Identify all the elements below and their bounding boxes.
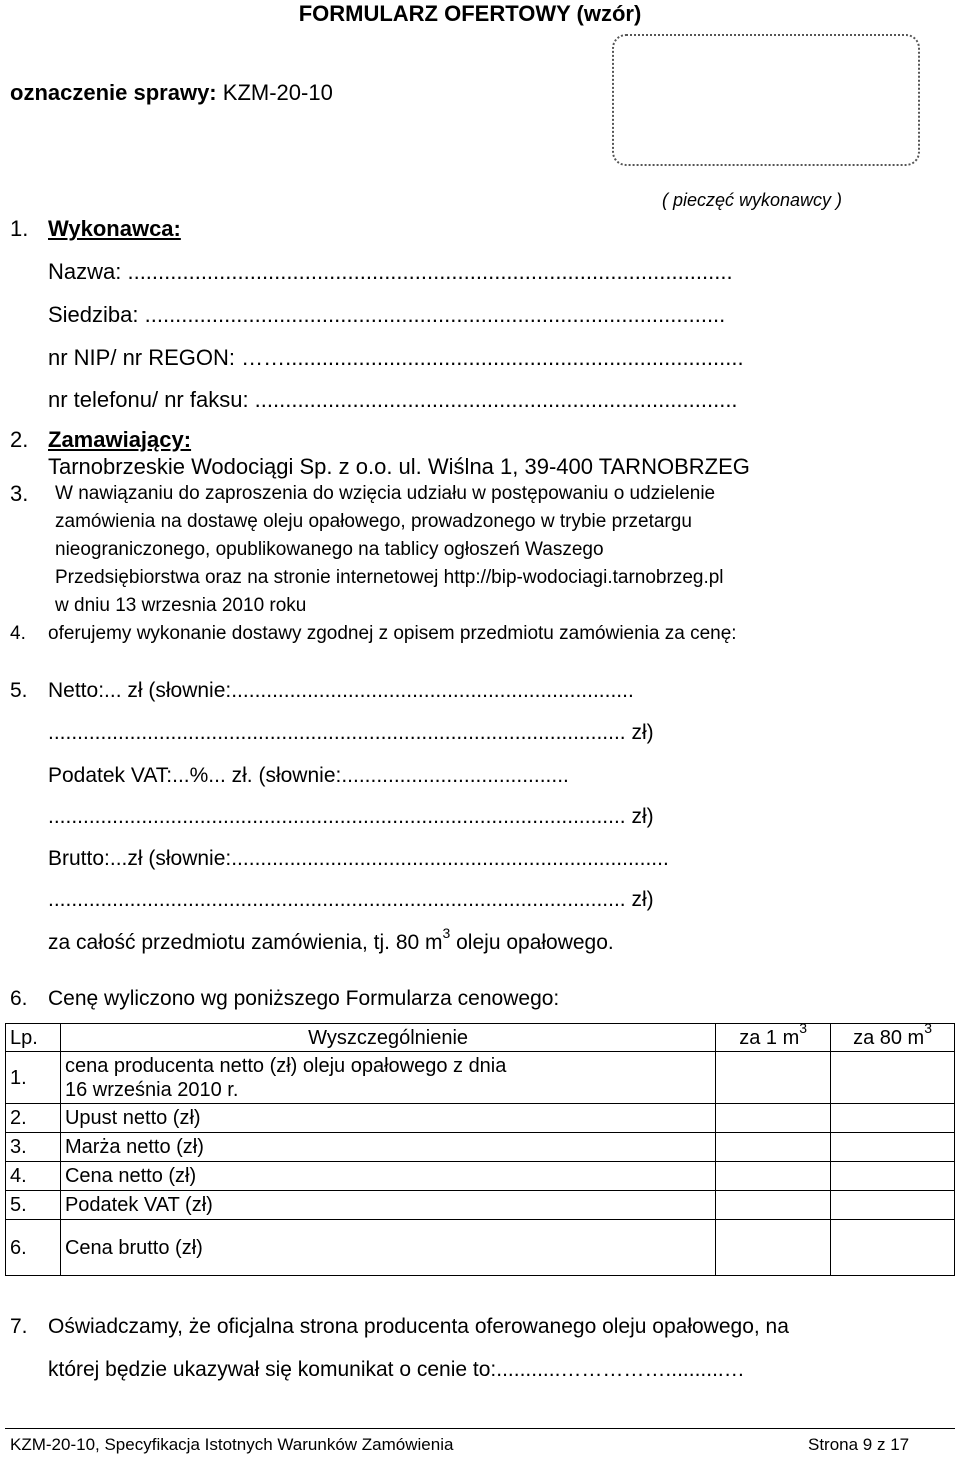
section3-line: W nawiązaniu do zaproszenia do wzięcia udziału w postępowaniu o udzielenie (55, 483, 716, 504)
table-header-row (6, 1024, 955, 1052)
footer-left: KZM-20-10, Specyfikacja Istotnych Warunków Zamówienia (10, 1435, 454, 1454)
section6-number: 6. (10, 987, 28, 1010)
brutto-continuation: ................................................................................................... zł) (48, 888, 654, 911)
row-value-1m3 (716, 1052, 831, 1104)
table-row (6, 1133, 955, 1162)
contractor-name-line: Nazwa: ................................................................................................... (48, 259, 733, 284)
total-suffix: oleju opałowego. (450, 931, 614, 954)
table-row (6, 1191, 955, 1220)
footer-divider (5, 1428, 955, 1429)
netto-line: Netto:... zł (słownie:..................................................................... (48, 679, 634, 702)
section5-number: 5. (10, 679, 28, 702)
page-title: FORMULARZ OFERTOWY (wzór) (298, 1, 642, 26)
netto-continuation: ................................................................................................... zł) (48, 721, 654, 744)
row-description: Cena brutto (zł) (60, 1220, 715, 1276)
total-prefix: za całość przedmiotu zamówienia, tj. 80 m (48, 931, 443, 954)
row-lp: 3. (6, 1133, 61, 1162)
table-row (6, 1104, 955, 1133)
case-label: oznaczenie sprawy: (10, 80, 217, 105)
row-value-80m3 (831, 1133, 955, 1162)
contractor-phone-line: nr telefonu/ nr faksu: ............................................................................... (48, 387, 738, 412)
contractor-number: 1. (10, 216, 29, 241)
section4-number: 4. (10, 623, 26, 644)
row-value-80m3 (831, 1191, 955, 1220)
row-value-80m3 (831, 1052, 955, 1104)
row-description: cena producenta netto (zł) oleju opałowego z dnia 16 września 2010 r. (60, 1052, 715, 1104)
section3-line: nieograniczonego, opublikowanego na tablicy ogłoszeń Waszego (55, 539, 604, 560)
section3-line: w dniu 13 wrzesnia 2010 roku (55, 595, 307, 616)
table-row (6, 1220, 955, 1276)
row-description: Cena netto (zł) (60, 1162, 715, 1191)
contractor-nip-line: nr NIP/ nr REGON: ……........................................................................... (48, 345, 744, 370)
case-number: KZM-20-10 (222, 80, 333, 105)
section3-line: zamówienia na dostawę oleju opałowego, prowadzonego w trybie przetargu (55, 511, 692, 532)
contractor-heading: Wykonawca: (48, 216, 181, 241)
row-description: Upust netto (zł) (60, 1104, 715, 1133)
row-lp: 2. (6, 1104, 61, 1133)
header-lp: Lp. (6, 1024, 61, 1052)
row-value-1m3 (716, 1191, 831, 1220)
stamp-caption: ( pieczęć wykonawcy ) (662, 190, 843, 210)
section6-text: Cenę wyliczono wg poniższego Formularza cenowego: (48, 987, 560, 1010)
header-description: Wyszczególnienie (60, 1024, 715, 1052)
section3-number: 3. (10, 481, 29, 506)
row-lp: 6. (6, 1220, 61, 1276)
footer-page-number: Strona 9 z 17 (808, 1435, 910, 1454)
row-value-1m3 (716, 1133, 831, 1162)
row-description: Marża netto (zł) (60, 1133, 715, 1162)
table-row (6, 1162, 955, 1191)
client-heading: Zamawiający: (48, 427, 192, 452)
brutto-line: Brutto:...zł (słownie:........................................................................... (48, 847, 669, 870)
stamp-box (612, 34, 920, 166)
row-value-1m3 (716, 1220, 831, 1276)
case-reference (10, 80, 333, 106)
row-value-80m3 (831, 1104, 955, 1133)
client-number: 2. (10, 427, 29, 452)
row-lp: 1. (6, 1052, 61, 1104)
header-per-1m3: za 1 $m^3$ (716, 1024, 831, 1052)
section7-number: 7. (10, 1315, 28, 1338)
client-address: Tarnobrzeskie Wodociągi Sp. z o.o. ul. Wiślna 1, 39-400 TARNOBRZEG (48, 454, 750, 479)
row-value-1m3 (716, 1162, 831, 1191)
total-line (48, 925, 614, 956)
header-per-80m3: za 80 $m^3$ (831, 1024, 955, 1052)
vat-continuation: ................................................................................................... zł) (48, 805, 654, 828)
row-lp: 4. (6, 1162, 61, 1191)
section3-line: Przedsiębiorstwa oraz na stronie internetowej http://bip-wodociagi.tarnobrzeg.pl (55, 567, 724, 588)
row-value-80m3 (831, 1220, 955, 1276)
price-table (5, 1019, 955, 1276)
total-superscript: 3 (442, 925, 451, 941)
row-description: Podatek VAT (zł) (60, 1191, 715, 1220)
vat-line: Podatek VAT:...%... zł. (słownie:....................................... (48, 764, 569, 787)
table-row (6, 1052, 955, 1104)
row-value-1m3 (716, 1104, 831, 1133)
section4-text: oferujemy wykonanie dostawy zgodnej z opisem przedmiotu zamówienia za cenę: (48, 623, 737, 644)
row-lp: 5. (6, 1191, 61, 1220)
section7-line: Oświadczamy, że oficjalna strona producenta oferowanego oleju opałowego, na (48, 1315, 789, 1338)
section7-line: której będzie ukazywał się komunikat o cenie to:...........……………..........… (48, 1358, 745, 1381)
contractor-seat-line: Siedziba: ............................................................................................... (48, 302, 726, 327)
row-value-80m3 (831, 1162, 955, 1191)
